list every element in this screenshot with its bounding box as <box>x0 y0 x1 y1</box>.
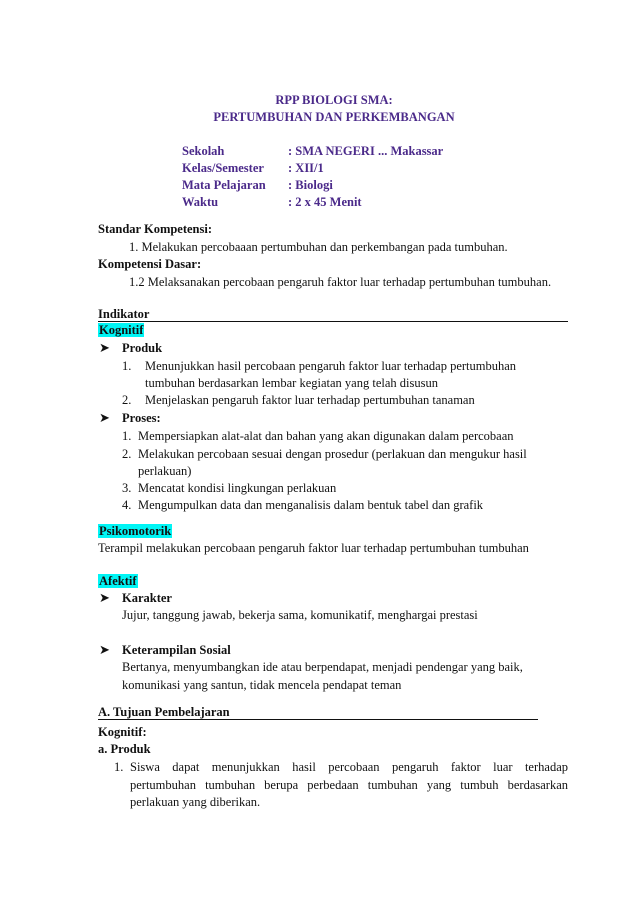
meta-value-kelas: : XII/1 <box>288 161 324 175</box>
kompetensi-text: 1.2 Melaksanakan percobaan pengaruh faktor luar terhadap pertumbuhan tumbuhan. <box>129 275 552 289</box>
meta-label-sekolah: Sekolah <box>182 144 225 158</box>
proses-item-2-line-2: perlakuan) <box>138 464 192 478</box>
tujuan-item-line-1: Siswa dapat menunjukkan hasil percobaan pengaruh faktor luar terhadap <box>130 760 568 774</box>
psikomotorik-highlight: Psikomotorik <box>99 524 172 538</box>
proses-item-1: Mempersiapkan alat-alat dan bahan yang akan digunakan dalam percobaan <box>138 429 514 443</box>
proses-item-2-line-1: Melakukan percobaan sesuai dengan prosedur (perlakuan dan mengukur hasil <box>138 447 527 461</box>
meta-value-mapel: : Biologi <box>288 178 333 192</box>
arrow-bullet-icon: ➤ <box>99 340 110 355</box>
afektif-highlight: Afektif <box>99 574 137 588</box>
meta-label-mapel: Mata Pelajaran <box>182 178 266 192</box>
proses-title: Proses: <box>122 411 161 425</box>
meta-label-waktu: Waktu <box>182 195 219 209</box>
tujuan-rule <box>98 719 538 720</box>
proses-item-4: Mengumpulkan data dan menganalisis dalam bentuk tabel dan grafik <box>138 498 484 512</box>
tujuan-item-line-2: pertumbuhan tumbuhan berupa perbedaan tumbuhan yang tumbuh berdasarkan <box>130 778 568 792</box>
sosial-title: Keterampilan Sosial <box>122 643 231 657</box>
proses-item-num: 1. <box>122 429 132 443</box>
meta-value-waktu: : 2 x 45 Menit <box>288 195 362 209</box>
tujuan-heading: A. Tujuan Pembelajaran <box>98 705 230 719</box>
arrow-bullet-icon: ➤ <box>99 410 110 425</box>
standar-heading: Standar Kompetensi: <box>98 222 213 236</box>
proses-item-num: 3. <box>122 481 132 495</box>
produk-item-1-line-1: Menunjukkan hasil percobaan pengaruh faktor luar terhadap pertumbuhan <box>145 359 517 373</box>
karakter-title: Karakter <box>122 591 172 605</box>
standar-text: 1. Melakukan percobaaan pertumbuhan dan perkembangan pada tumbuhan. <box>129 240 508 254</box>
produk-item-num: 2. <box>122 393 132 407</box>
indikator-heading: Indikator <box>98 307 150 321</box>
proses-item-num: 4. <box>122 498 132 512</box>
kompetensi-heading: Kompetensi Dasar: <box>98 257 202 271</box>
tujuan-kognitif: Kognitif: <box>98 725 147 739</box>
karakter-text: Jujur, tanggung jawab, bekerja sama, komunikatif, menghargai prestasi <box>122 608 478 622</box>
arrow-bullet-icon: ➤ <box>99 590 110 605</box>
produk-item-num: 1. <box>122 359 132 373</box>
title-line-2: PERTUMBUHAN DAN PERKEMBANGAN <box>213 110 455 124</box>
proses-item-num: 2. <box>122 447 132 461</box>
arrow-bullet-icon: ➤ <box>99 642 110 657</box>
produk-item-2-line-1: Menjelaskan pengaruh faktor luar terhadap pertumbuhan tanaman <box>145 393 475 407</box>
psikomotorik-text: Terampil melakukan percobaan pengaruh faktor luar terhadap pertumbuhan tumbuhan <box>98 541 529 555</box>
tujuan-produk: a. Produk <box>98 742 151 756</box>
title-line-1: RPP BIOLOGI SMA: <box>275 93 393 107</box>
sosial-line-1: Bertanya, menyumbangkan ide atau berpendapat, menjadi pendengar yang baik, <box>122 660 523 674</box>
proses-item-3: Mencatat kondisi lingkungan perlakuan <box>138 481 337 495</box>
kognitif-highlight: Kognitif <box>99 323 144 337</box>
meta-value-sekolah: : SMA NEGERI ... Makassar <box>288 144 444 158</box>
meta-label-kelas: Kelas/Semester <box>182 161 264 175</box>
tujuan-item-line-3: perlakuan yang diberikan. <box>130 795 261 809</box>
indikator-rule <box>98 321 568 322</box>
produk-item-1-line-2: tumbuhan berdasarkan lembar kegiatan yang telah disusun <box>145 376 438 390</box>
tujuan-item-num: 1. <box>114 760 124 774</box>
produk-title: Produk <box>122 341 163 355</box>
sosial-line-2: komunikasi yang santun, tidak mencela pendapat teman <box>122 678 402 692</box>
